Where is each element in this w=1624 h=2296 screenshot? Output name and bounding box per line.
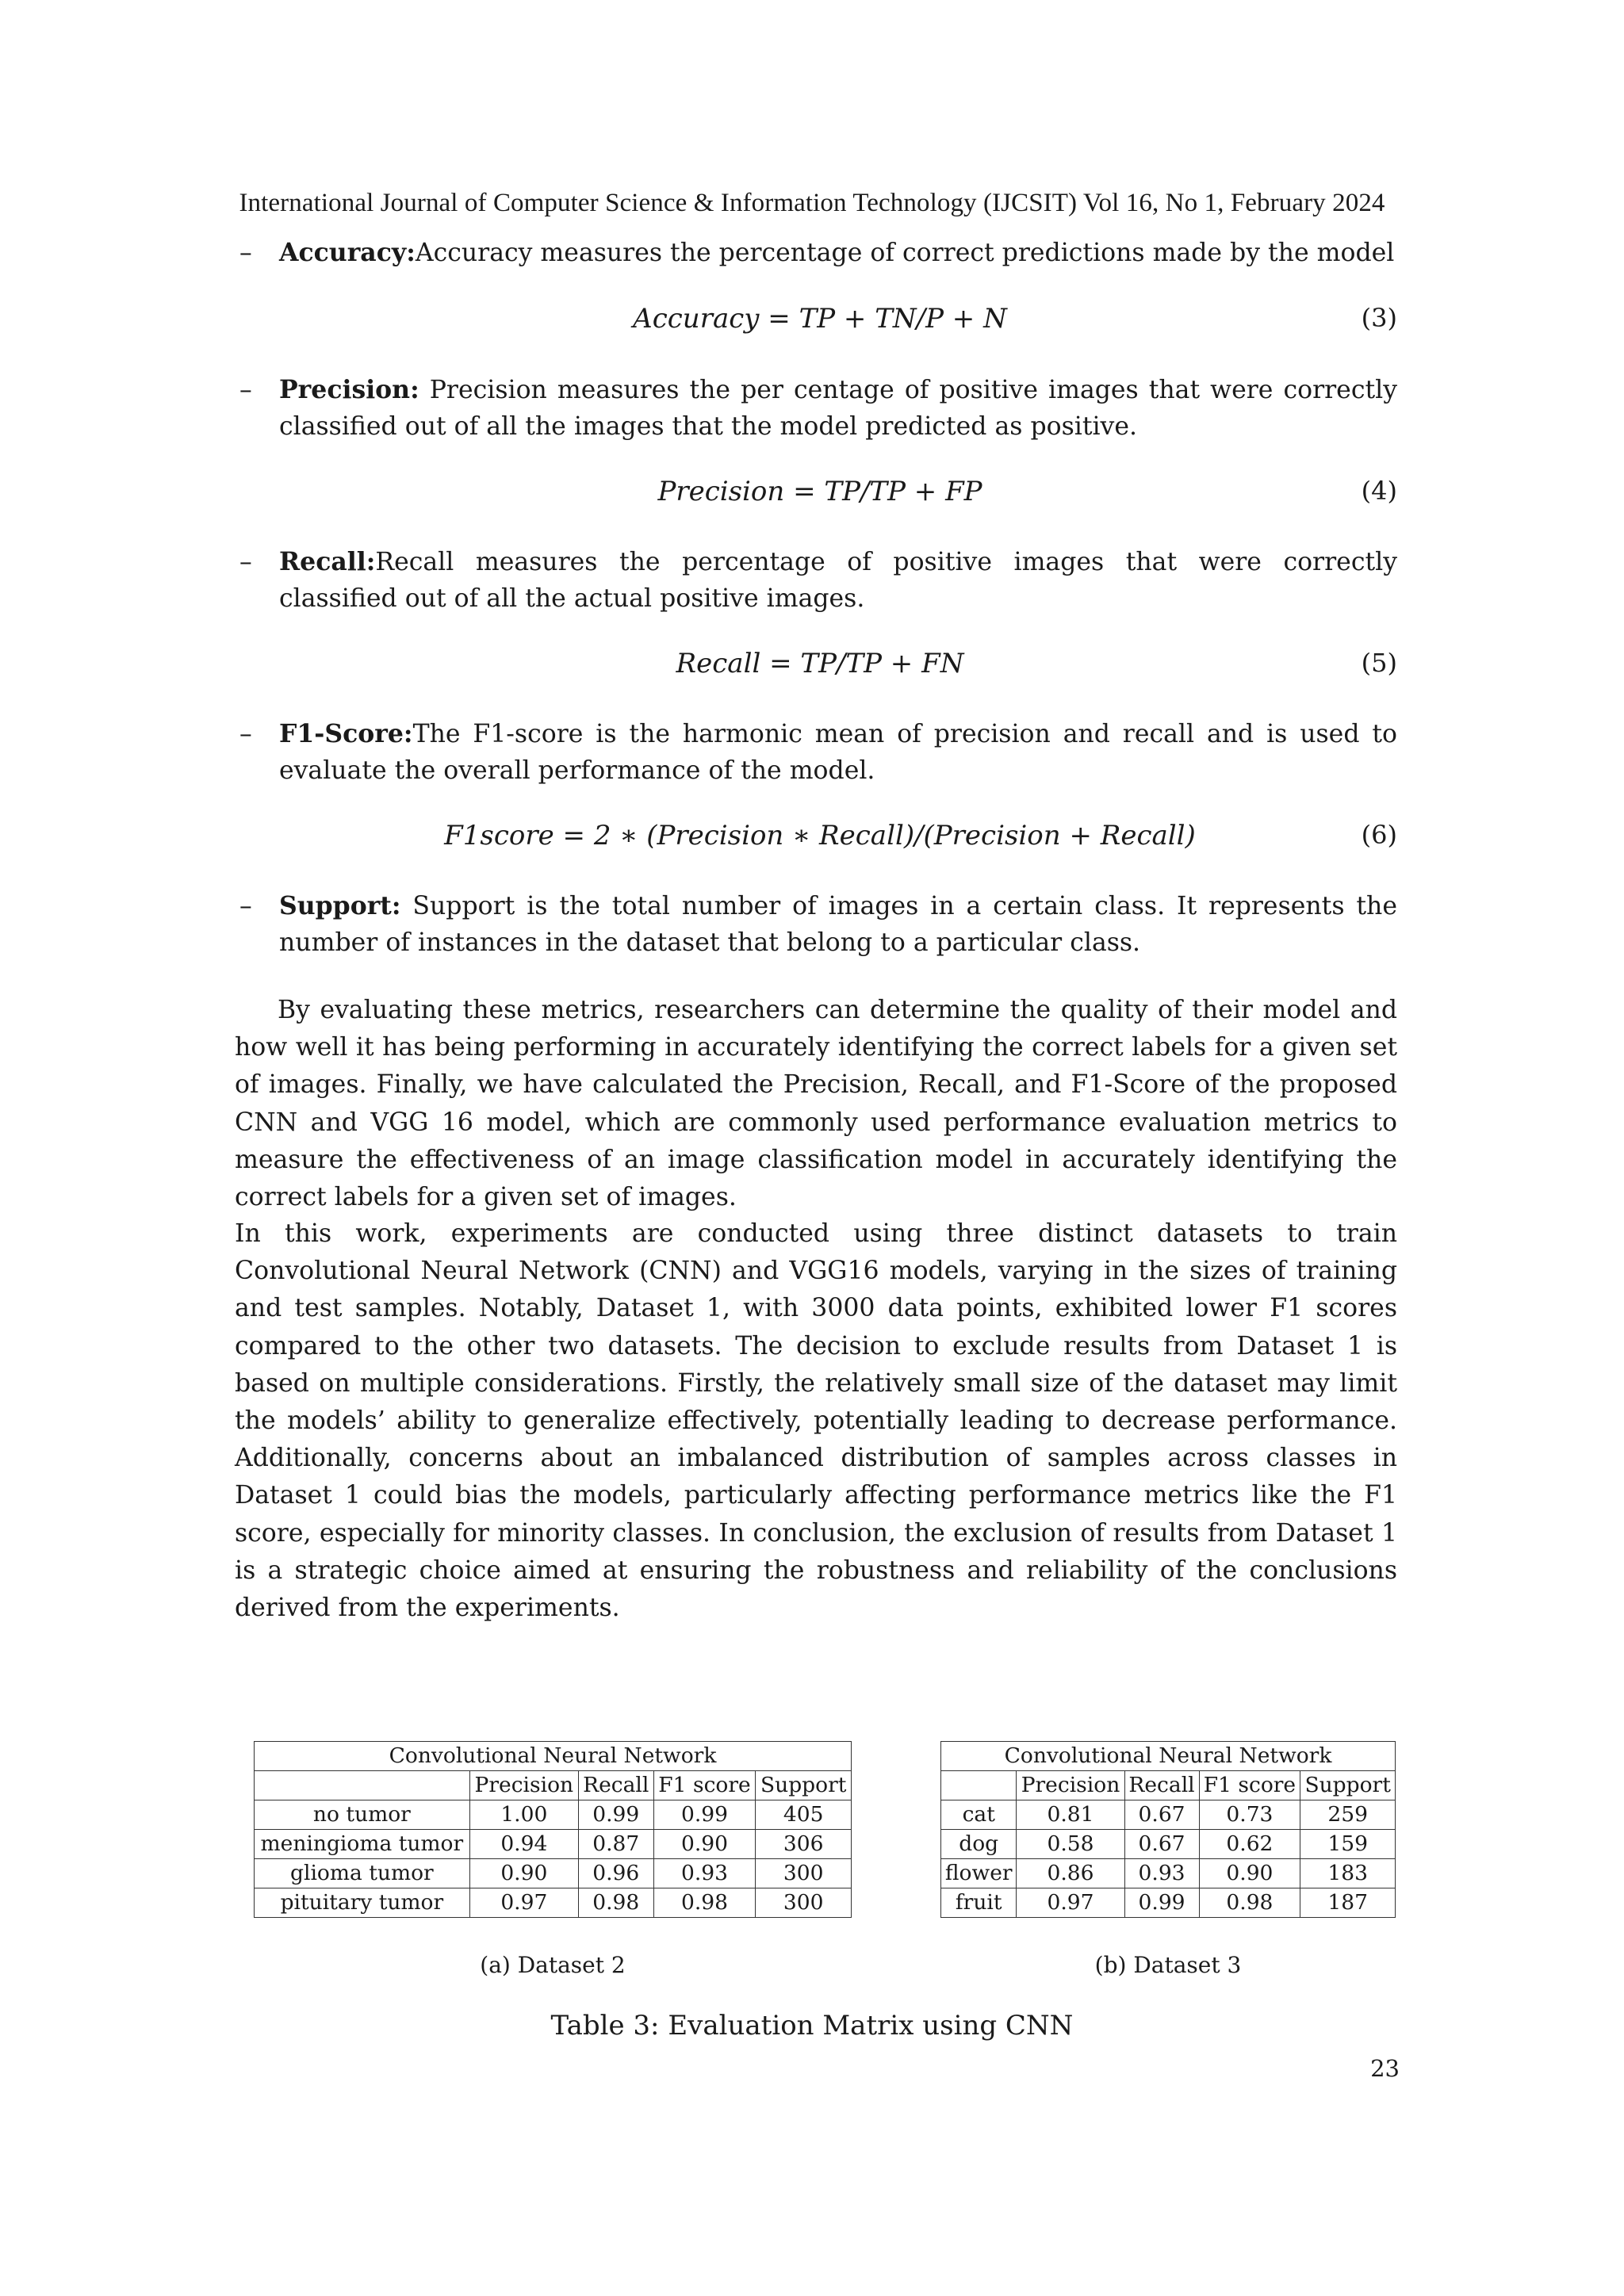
metric-description: Support is the total number of images in a certain class. It represents the number of instances in the dataset that belong to a particular class. (279, 892, 1397, 957)
table-row (941, 1859, 1396, 1888)
cell-recall: 0.99 (1124, 1888, 1199, 1918)
cell-recall: 0.96 (578, 1859, 653, 1888)
cell-precision: 0.94 (469, 1830, 578, 1859)
column-header-f1: F1 score (1199, 1771, 1300, 1800)
metric-term: Recall: (279, 547, 376, 576)
bullet-dash: – (239, 548, 252, 576)
equation-expression: F1score = 2 ∗ (Precision ∗ Recall)/(Precision + Recall) (444, 820, 1196, 851)
cell-f1: 0.93 (653, 1859, 756, 1888)
metric-precision (239, 372, 1397, 445)
column-header-f1: F1 score (653, 1771, 756, 1800)
cell-precision: 0.86 (1017, 1859, 1124, 1888)
table-corner-cell (255, 1771, 470, 1800)
bullet-dash: – (239, 376, 252, 404)
cell-support: 187 (1300, 1888, 1396, 1918)
row-label: pituitary tumor (255, 1888, 470, 1918)
cell-support: 259 (1300, 1800, 1396, 1830)
page-number: 23 (1370, 2055, 1400, 2082)
cell-recall: 0.93 (1124, 1859, 1199, 1888)
cell-f1: 0.90 (653, 1830, 756, 1859)
cell-f1: 0.62 (1199, 1830, 1300, 1859)
subcaption-dataset2: (a) Dataset 2 (480, 1952, 626, 1978)
cell-support: 159 (1300, 1830, 1396, 1859)
metric-description: Accuracy measures the percentage of correct predictions made by the model (415, 239, 1395, 267)
results-table-dataset2 (254, 1741, 852, 1918)
cell-support: 405 (756, 1800, 852, 1830)
row-label: dog (941, 1830, 1017, 1859)
metric-recall (239, 544, 1397, 617)
metric-support (239, 888, 1397, 961)
subcaption-dataset3: (b) Dataset 3 (1094, 1952, 1242, 1978)
row-label: fruit (941, 1888, 1017, 1918)
table-corner-cell (941, 1771, 1017, 1800)
metric-description: Precision measures the per centage of positive images that were correctly classified out of all the images that the model predicted as positive. (279, 376, 1397, 441)
results-table-dataset3 (940, 1741, 1396, 1918)
body-paragraph-1: By evaluating these metrics, researchers can determine the quality of their model and how well it has being performing in accurately identifying the correct labels for a given set of images. Finally, we have calculated the Precision, Recall, and F1-Score of the proposed CNN and VGG 16 model, which are commonly used performance evaluation metrics to measure the effectiveness of an image classification model in accurately identifying the correct labels for a given set of images. (235, 996, 1397, 1212)
bullet-dash: – (239, 892, 252, 920)
metric-description: Recall measures the percentage of positive images that were correctly classified out of all the actual positive images. (279, 548, 1397, 613)
cell-recall: 0.67 (1124, 1830, 1199, 1859)
metric-term: F1-Score: (279, 719, 413, 748)
cell-support: 183 (1300, 1859, 1396, 1888)
equation-recall (243, 648, 1397, 687)
equation-expression: Precision = TP/TP + FP (657, 476, 982, 507)
table-caption: Table 3: Evaluation Matrix using CNN (550, 2010, 1074, 2042)
metric-description: The F1-score is the harmonic mean of precision and recall and is used to evaluate the overall performance of the model. (279, 720, 1397, 785)
cell-recall: 0.67 (1124, 1800, 1199, 1830)
body-paragraph-2: In this work, experiments are conducted using three distinct datasets to train Convolutional Neural Network (CNN) and VGG16 models, varying in the sizes of training and test samples. Notably, Dataset 1, with 3000 data points, exhibited lower F1 scores compared to the other two datasets. The decision to exclude results from Dataset 1 is based on multiple considerations. Firstly, the relatively small size of the dataset may limit the models’ ability to generalize effectively, potentially leading to decrease performance. Additionally, concerns about an imbalanced distribution of samples across classes in Dataset 1 could bias the models, particularly affecting performance metrics like the F1 score, especially for minority classes. In conclusion, the exclusion of results from Dataset 1 is a strategic choice aimed at ensuring the robustness and reliability of the conclusions derived from the experiments. (235, 1219, 1397, 1623)
column-header-recall: Recall (578, 1771, 653, 1800)
table-row (255, 1859, 852, 1888)
cell-precision: 0.58 (1017, 1830, 1124, 1859)
cell-precision: 0.97 (469, 1888, 578, 1918)
cell-f1: 0.98 (653, 1888, 756, 1918)
cell-support: 300 (756, 1859, 852, 1888)
journal-header: International Journal of Computer Science & Information Technology (IJCSIT) Vol 16, No 1, February 2024 (239, 189, 1385, 217)
cell-precision: 0.97 (1017, 1888, 1124, 1918)
bullet-dash: – (239, 720, 252, 748)
equation-number: (3) (1361, 303, 1397, 333)
row-label: no tumor (255, 1800, 470, 1830)
table-row (941, 1888, 1396, 1918)
cell-f1: 0.98 (1199, 1888, 1300, 1918)
table-row (941, 1830, 1396, 1859)
cell-precision: 0.81 (1017, 1800, 1124, 1830)
equation-accuracy (243, 303, 1397, 342)
table-row (255, 1800, 852, 1830)
cell-support: 300 (756, 1888, 852, 1918)
cell-precision: 0.90 (469, 1859, 578, 1888)
row-label: flower (941, 1859, 1017, 1888)
equation-f1score (243, 820, 1397, 859)
metric-term: Accuracy: (279, 238, 416, 267)
bullet-dash: – (239, 239, 252, 267)
cell-recall: 0.99 (578, 1800, 653, 1830)
cell-f1: 0.99 (653, 1800, 756, 1830)
table-title: Convolutional Neural Network (255, 1742, 852, 1771)
equation-precision (243, 476, 1397, 515)
metric-term: Support: (279, 891, 401, 920)
row-label: meningioma tumor (255, 1830, 470, 1859)
row-label: cat (941, 1800, 1017, 1830)
equation-expression: Accuracy = TP + TN/P + N (633, 303, 1007, 335)
column-header-precision: Precision (469, 1771, 578, 1800)
column-header-support: Support (756, 1771, 852, 1800)
table-title: Convolutional Neural Network (941, 1742, 1396, 1771)
cell-recall: 0.87 (578, 1830, 653, 1859)
cell-f1: 0.73 (1199, 1800, 1300, 1830)
cell-precision: 1.00 (469, 1800, 578, 1830)
table-row (255, 1888, 852, 1918)
column-header-recall: Recall (1124, 1771, 1199, 1800)
equation-number: (6) (1361, 820, 1397, 850)
metric-term: Precision: (279, 375, 419, 404)
equation-number: (4) (1361, 476, 1397, 506)
column-header-precision: Precision (1017, 1771, 1124, 1800)
metric-accuracy (239, 235, 1397, 271)
row-label: glioma tumor (255, 1859, 470, 1888)
equation-expression: Recall = TP/TP + FN (676, 648, 964, 679)
column-header-support: Support (1300, 1771, 1396, 1800)
table-row (941, 1800, 1396, 1830)
equation-number: (5) (1361, 648, 1397, 678)
cell-recall: 0.98 (578, 1888, 653, 1918)
cell-support: 306 (756, 1830, 852, 1859)
metric-f1score (239, 716, 1397, 789)
cell-f1: 0.90 (1199, 1859, 1300, 1888)
table-row (255, 1830, 852, 1859)
